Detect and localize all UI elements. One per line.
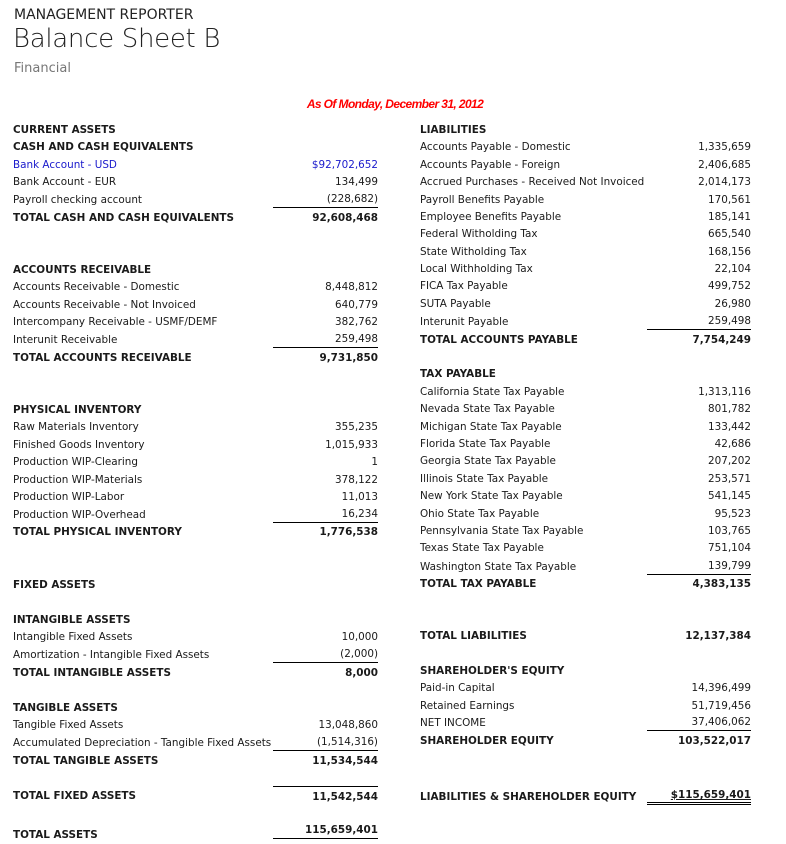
section-heading: LIABILITIES — [420, 124, 487, 136]
table-row: Federal Witholding Tax 665,540 — [420, 228, 751, 240]
section-heading: INTANGIBLE ASSETS — [13, 614, 131, 626]
table-row: Finished Goods Inventory 1,015,933 — [13, 439, 378, 451]
table-row: Florida State Tax Payable 42,686 — [420, 438, 751, 450]
total-row: TOTAL ACCOUNTS RECEIVABLE 9,731,850 — [13, 352, 378, 364]
row-label[interactable]: Bank Account - USD — [13, 159, 117, 171]
table-row: Interunit Payable 259,498 — [420, 315, 751, 328]
table-row: Georgia State Tax Payable 207,202 — [420, 455, 751, 467]
total-row: TOTAL ACCOUNTS PAYABLE 7,754,249 — [420, 334, 751, 346]
table-row: Accounts Receivable - Domestic 8,448,812 — [13, 281, 378, 293]
row-label: Payroll checking account — [13, 194, 142, 206]
section-heading: TANGIBLE ASSETS — [13, 702, 118, 714]
row-value[interactable]: $92,702,652 — [311, 159, 378, 171]
table-row: SUTA Payable 26,980 — [420, 298, 751, 310]
section-heading: ACCOUNTS RECEIVABLE — [13, 264, 152, 276]
table-row: State Witholding Tax 168,156 — [420, 246, 751, 258]
table-row: Accounts Payable - Foreign 2,406,685 — [420, 159, 751, 171]
table-row: Interunit Receivable 259,498 — [13, 333, 378, 346]
table-row: Accounts Receivable - Not Invoiced 640,779 — [13, 299, 378, 311]
table-row: Payroll Benefits Payable 170,561 — [420, 194, 751, 206]
table-row: Michigan State Tax Payable 133,442 — [420, 421, 751, 433]
total-row: TOTAL PHYSICAL INVENTORY 1,776,538 — [13, 526, 378, 538]
table-row: Production WIP-Materials 378,122 — [13, 474, 378, 486]
total-fixed-assets-row: TOTAL FIXED ASSETS 11,542,544 — [0, 786, 378, 806]
section-heading: PHYSICAL INVENTORY — [13, 404, 142, 416]
table-row: FICA Tax Payable 499,752 — [420, 280, 751, 292]
total-assets-row: TOTAL ASSETS 115,659,401 — [13, 824, 378, 841]
total-row: TOTAL INTANGIBLE ASSETS 8,000 — [13, 667, 378, 679]
table-row: Accrued Purchases - Received Not Invoiced 2,014,173 — [420, 176, 751, 188]
grand-total-row: LIABILITIES & SHAREHOLDER EQUITY $115,659,401 — [420, 789, 751, 803]
table-row: Intercompany Receivable - USMF/DEMF 382,762 — [13, 316, 378, 328]
table-row: Intangible Fixed Assets 10,000 — [13, 631, 378, 643]
table-row: Raw Materials Inventory 355,235 — [13, 421, 378, 433]
section-heading: SHAREHOLDER'S EQUITY — [420, 665, 565, 677]
table-row: Amortization - Intangible Fixed Assets (2,000) — [13, 648, 378, 661]
total-row: TOTAL TANGIBLE ASSETS 11,534,544 — [13, 755, 378, 767]
section-heading: CASH AND CASH EQUIVALENTS — [13, 141, 194, 153]
row-value: 134,499 — [335, 176, 378, 188]
table-row: Local Withholding Tax 22,104 — [420, 263, 751, 275]
table-row: Employee Benefits Payable 185,141 — [420, 211, 751, 223]
total-row: SHAREHOLDER EQUITY 103,522,017 — [420, 735, 751, 747]
table-row: New York State Tax Payable 541,145 — [420, 490, 751, 502]
section-heading: TAX PAYABLE — [420, 368, 496, 380]
table-row: Production WIP-Overhead 16,234 — [13, 508, 378, 521]
report-title: Balance Sheet B — [13, 24, 221, 54]
section-heading: FIXED ASSETS — [13, 579, 96, 591]
table-row: Texas State Tax Payable 751,104 — [420, 542, 751, 554]
table-row: Pennsylvania State Tax Payable 103,765 — [420, 525, 751, 537]
table-row: Washington State Tax Payable 139,799 — [420, 560, 751, 573]
row-label: Bank Account - EUR — [13, 176, 117, 188]
total-row: TOTAL TAX PAYABLE 4,383,135 — [420, 578, 751, 590]
table-row: Production WIP-Labor 11,013 — [13, 491, 378, 503]
table-row: Ohio State Tax Payable 95,523 — [420, 508, 751, 520]
row-value: (228,682) — [273, 192, 378, 208]
table-row: Accounts Payable - Domestic 1,335,659 — [420, 141, 751, 153]
app-name: MANAGEMENT REPORTER — [14, 7, 194, 23]
table-row: Accumulated Depreciation - Tangible Fixed Assets (1,514,316) — [13, 736, 378, 749]
table-row: Tangible Fixed Assets 13,048,860 — [13, 719, 378, 731]
table-row: Retained Earnings 51,719,456 — [420, 700, 751, 712]
report-subtitle: Financial — [14, 61, 71, 76]
table-row: Nevada State Tax Payable 801,782 — [420, 403, 751, 415]
table-row: California State Tax Payable 1,313,116 — [420, 386, 751, 398]
as-of-date: As Of Monday, December 31, 2012 — [306, 97, 484, 111]
table-row: NET INCOME 37,406,062 — [420, 716, 751, 729]
total-liabilities-row: TOTAL LIABILITIES 12,137,384 — [420, 630, 751, 642]
table-row: Paid-in Capital 14,396,499 — [420, 682, 751, 694]
section-heading: CURRENT ASSETS — [13, 124, 116, 136]
table-row: Illinois State Tax Payable 253,571 — [420, 473, 751, 485]
table-row: Production WIP-Clearing 1 — [13, 456, 378, 468]
total-row: TOTAL CASH AND CASH EQUIVALENTS 92,608,468 — [13, 212, 378, 224]
